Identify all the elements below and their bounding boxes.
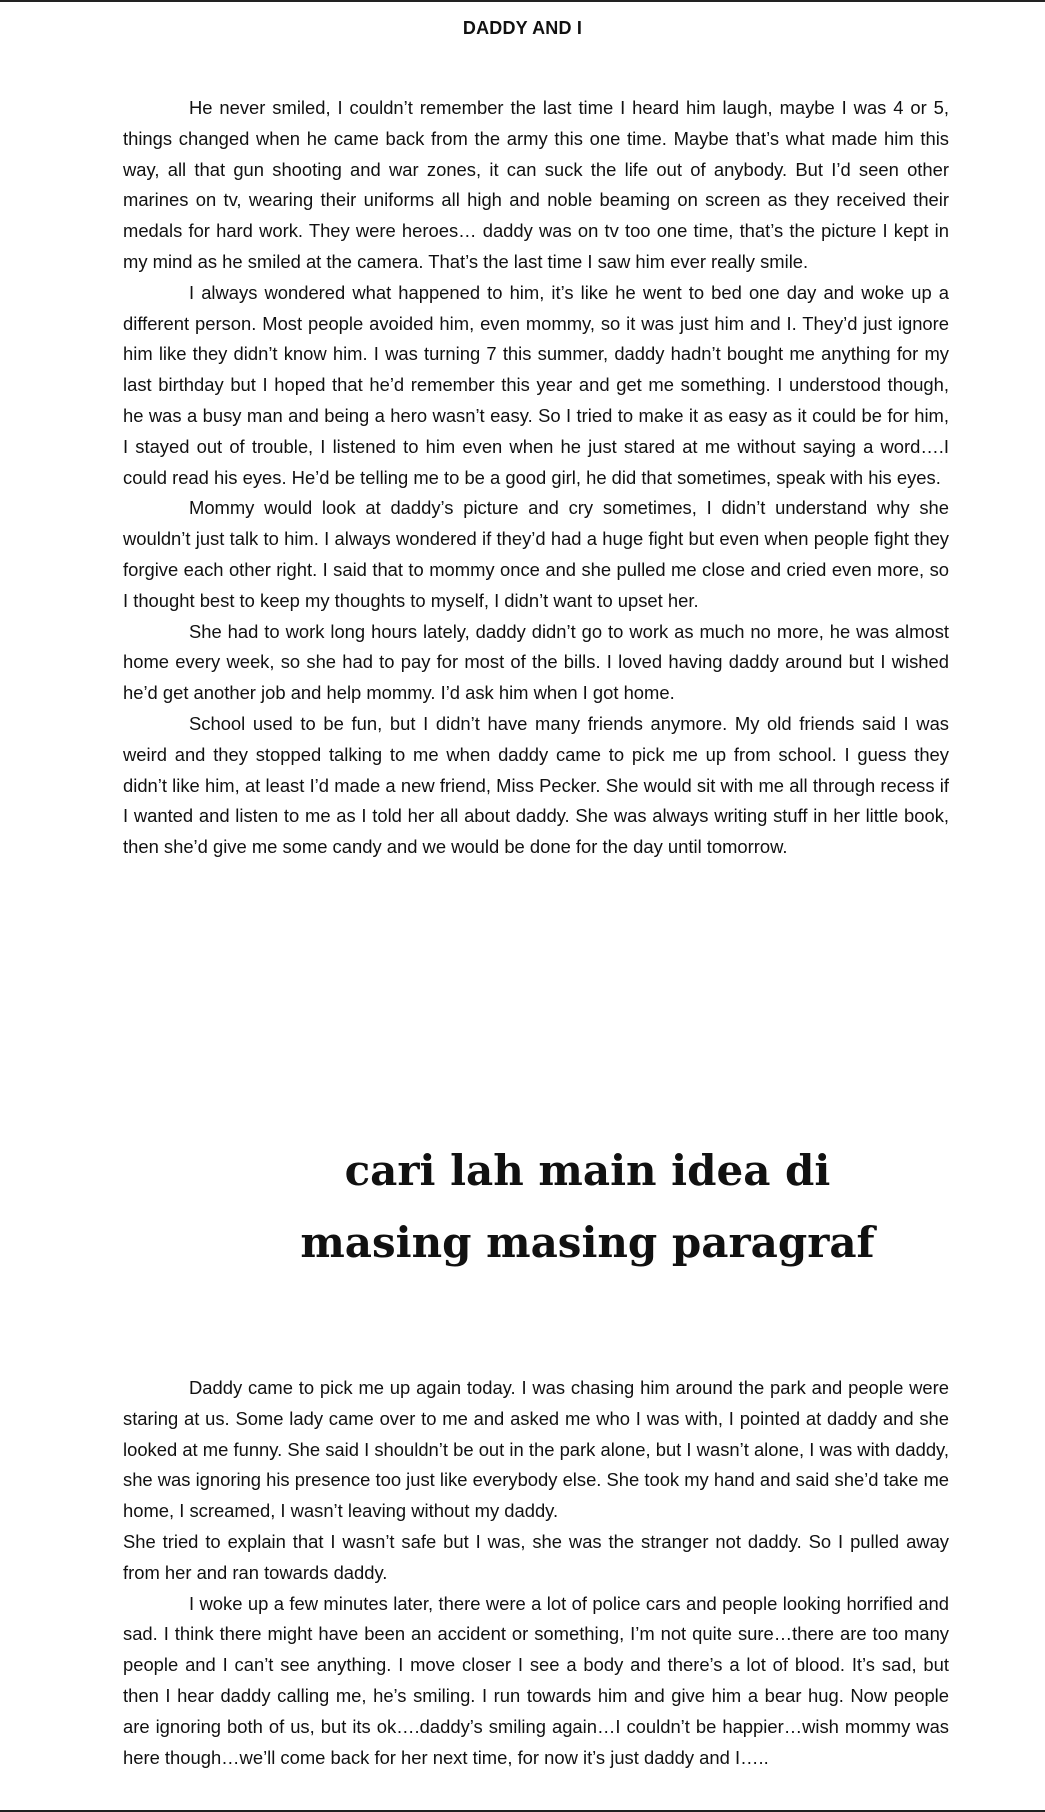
story-text-top — [123, 93, 949, 863]
paragraph-4: She had to work long hours lately, daddy didn’t go to work as much no more, he was almost home every week, so she had to pay for most of the bills. I loved having daddy around but I wished he’d get another job and help mommy. I’d ask him when I got home. — [123, 620, 949, 704]
overlay-caption-line-1: cari lah main idea di — [344, 1146, 831, 1195]
overlay-caption-line-2: masing masing paragraf — [300, 1218, 875, 1267]
story-text-bottom — [123, 1373, 949, 1773]
paragraph-2: I always wondered what happened to him, it’s like he went to bed one day and woke up a different person. Most people avoided him, even mommy, so it was just him and I. They’d just ignore him like they didn’t know him. I was turning 7 this summer, daddy hadn’t bought me anything for my last birthday but I hoped that he’d remember this year and get me something. I understood though, he was a busy man and being a hero wasn’t easy. So I tried to make it as easy as it could be for him, I stayed out of trouble, I listened to him even when he just stared at me without saying a word….I could read his eyes. He’d be telling me to be a good girl, he did that sometimes, speak with his eyes. — [123, 281, 949, 488]
paragraph-5: School used to be fun, but I didn’t have many friends anymore. My old friends said I was weird and they stopped talking to me when daddy came to pick me up from school. I guess they didn’t like him, at least I’d made a new friend, Miss Pecker. She would sit with me all through recess if I wanted and listen to me as I told her all about daddy. She was always writing stuff in her little book, then she’d give me some candy and we would be done for the day until tomorrow. — [123, 712, 949, 858]
top-border-line — [0, 0, 1045, 2]
paragraph-7: She tried to explain that I wasn’t safe but I was, she was the stranger not daddy. So I pulled away from her and ran towards daddy. — [123, 1530, 949, 1583]
document-title: DADDY AND I — [462, 18, 583, 38]
paragraph-8: I woke up a few minutes later, there were a lot of police cars and people looking horrified and sad. I think there might have been an accident or something, I’m not quite sure…there are too many people and I can’t see anything. I move closer I see a body and there’s a lot of blood. It’s sad, but then I hear daddy calling me, he’s smiling. I run towards him and give him a bear hug. Now people are ignoring both of us, but its ok….daddy’s smiling again…I couldn’t be happier…wish mommy was here though…we’ll come back for her next time, for now it’s just daddy and I….. — [123, 1592, 949, 1768]
paragraph-1: He never smiled, I couldn’t remember the last time I heard him laugh, maybe I was 4 or 5, things changed when he came back from the army this one time. Maybe that’s what made him this way, all that gun shooting and war zones, it can suck the life out of anybody. But I’d seen other marines on tv, wearing their uniforms all high and noble beaming on screen as they received their medals for hard work. They were heroes… daddy was on tv too one time, that’s the picture I kept in my mind as he smiled at the camera. That’s the last time I saw him ever really smile. — [123, 97, 949, 272]
paragraph-3: Mommy would look at daddy’s picture and cry sometimes, I didn’t understand why she wouldn’t just talk to him. I always wondered if they’d had a huge fight but even when people fight they forgive each other right. I said that to mommy once and she pulled me close and cried even more, so I thought best to keep my thoughts to myself, I didn’t want to upset her. — [123, 497, 949, 611]
overlay-caption — [0, 1135, 1045, 1279]
paragraph-6: Daddy came to pick me up again today. I was chasing him around the park and people were staring at us. Some lady came over to me and asked me who I was with, I pointed at daddy and she looked at me funny. She said I shouldn’t be out in the park alone, but I wasn’t alone, I was with daddy, she was ignoring his presence too just like everybody else. She took my hand and said she’d take me home, I screamed, I wasn’t leaving without my daddy. — [123, 1377, 950, 1522]
